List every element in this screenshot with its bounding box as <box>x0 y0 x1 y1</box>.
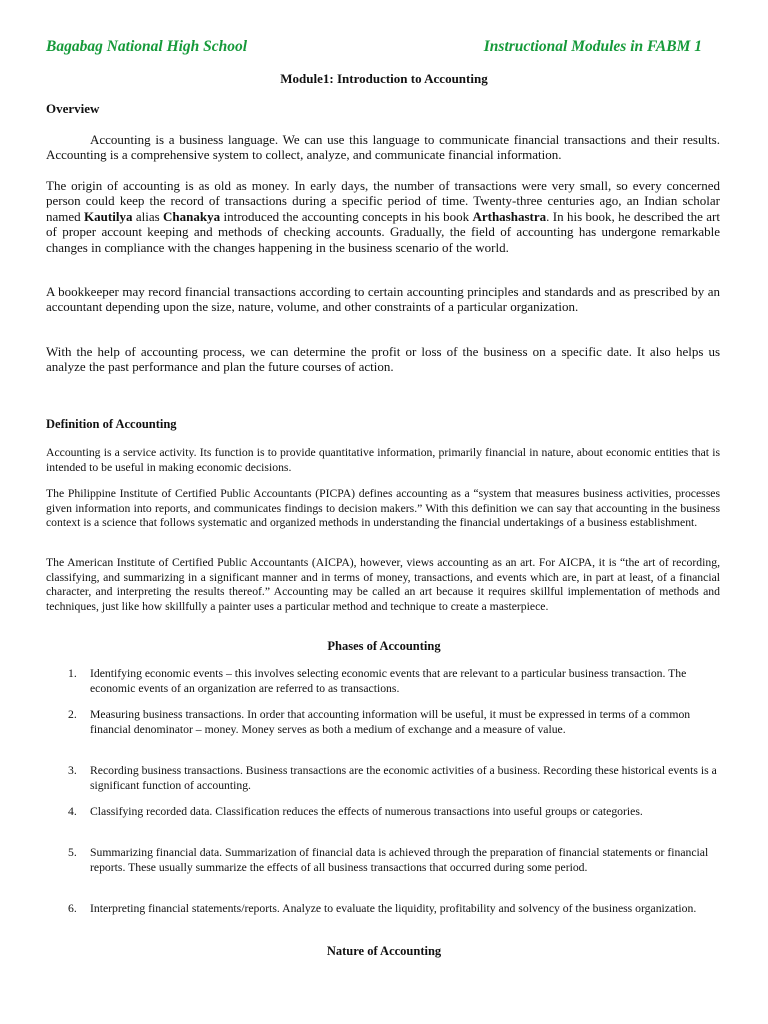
overview-paragraph-1: Accounting is a business language. We can use this language to communicate financial transactions and their results. Accounting is a comprehensive system to collect, analyze, and communicate financial information. <box>46 132 720 163</box>
p2-text-d: . In his book, he described the art of proper account keeping and methods of checking accounts. Gradually, the field of accounting has undergone remarkable changes in compliance with the changes happening in the business scenario of the world. <box>46 208 720 255</box>
list-item <box>68 846 720 875</box>
definition-paragraph-1: Accounting is a service activity. Its function is to provide quantitative information, primarily financial in nature, about economic entities that is intended to be useful in making economic decisions. <box>46 446 720 474</box>
list-number: 4. <box>68 805 77 818</box>
module-title: Module1: Introduction to Accounting <box>280 71 488 86</box>
kautilya-name: Kautilya <box>84 208 133 224</box>
list-text: Identifying economic events – this involves selecting economic events that are relevant to a particular business transaction. The economic events of an organization are referred to as transactions. <box>90 667 687 695</box>
definition-heading: Definition of Accounting <box>46 417 177 431</box>
list-number: 3. <box>68 764 77 777</box>
school-name: Bagabag National High School <box>46 38 248 55</box>
list-number: 5. <box>68 846 77 859</box>
list-text: Recording business transactions. Business transactions are the economic activities of a business. Recording these historical events is a significant function of accounting. <box>90 764 717 792</box>
list-number: 1. <box>68 667 77 680</box>
list-number: 6. <box>68 902 77 915</box>
overview-paragraph-4: With the help of accounting process, we can determine the profit or loss of the business on a specific date. It also helps us analyze the past performance and plan the future courses of action. <box>46 344 720 375</box>
page-header <box>46 38 702 56</box>
list-item <box>68 805 720 820</box>
p2-text-a: The origin of accounting is as old as money. In early days, the number of transactions were very small, so every concerned person could keep the record of transactions during a specific period of time. Twenty-three centuries ago, an Indian scholar named <box>46 178 720 224</box>
definition-paragraph-3: The American Institute of Certified Public Accountants (AICPA), however, views accounting as an art. For AICPA, it is “the art of recording, classifying, and summarizing in a significant manner and in terms of money, transactions, and events which are, in part at least, of a financial character, and interpreting the results thereof.” Accounting may be called an art because it requires skillful implementation of methods and techniques, just like how skillfully a painter uses a particular method and technique to create a masterpiece. <box>46 556 720 613</box>
list-item <box>68 667 720 696</box>
arthashastra-title: Arthashastra <box>472 208 547 224</box>
module-series: Instructional Modules in FABM 1 <box>483 38 702 55</box>
overview-paragraph-3: A bookkeeper may record financial transactions according to certain accounting principles and standards and as prescribed by an accountant depending upon the size, nature, volume, and other constraints of a particular organization. <box>46 284 720 315</box>
phases-heading: Phases of Accounting <box>327 639 441 653</box>
list-text: Measuring business transactions. In order that accounting information will be useful, it must be expressed in terms of a common financial denominator – money. Money serves as both a medium of exchange and a measure of value. <box>90 708 691 736</box>
list-text: Classifying recorded data. Classification reduces the effects of numerous transactions into useful groups or categories. <box>90 805 643 818</box>
list-item <box>68 708 720 737</box>
list-number: 2. <box>68 708 77 721</box>
list-text: Summarizing financial data. Summarization of financial data is achieved through the preparation of financial statements or financial reports. These usually summarize the effects of all business transactions that occurred during some period. <box>90 846 709 874</box>
overview-heading: Overview <box>46 101 100 116</box>
nature-heading: Nature of Accounting <box>326 944 442 958</box>
list-item <box>68 764 720 793</box>
p2-text-c: introduced the accounting concepts in his book <box>220 208 473 224</box>
p2-text-b: alias <box>132 208 164 224</box>
list-text: Interpreting financial statements/reports. Analyze to evaluate the liquidity, profitability and solvency of the business organization. <box>90 902 697 915</box>
chanakya-name: Chanakya <box>163 208 221 224</box>
definition-paragraph-2: The Philippine Institute of Certified Public Accountants (PICPA) defines accounting as a “system that measures business activities, processes given information into reports, and communicates findings to decision makers.” With this definition we can say that accounting in the business context is a science that follows systematic and organized methods in understanding the financial undertakings of a business establishment. <box>46 487 720 530</box>
list-item <box>68 902 720 917</box>
overview-paragraph-2 <box>46 178 720 255</box>
